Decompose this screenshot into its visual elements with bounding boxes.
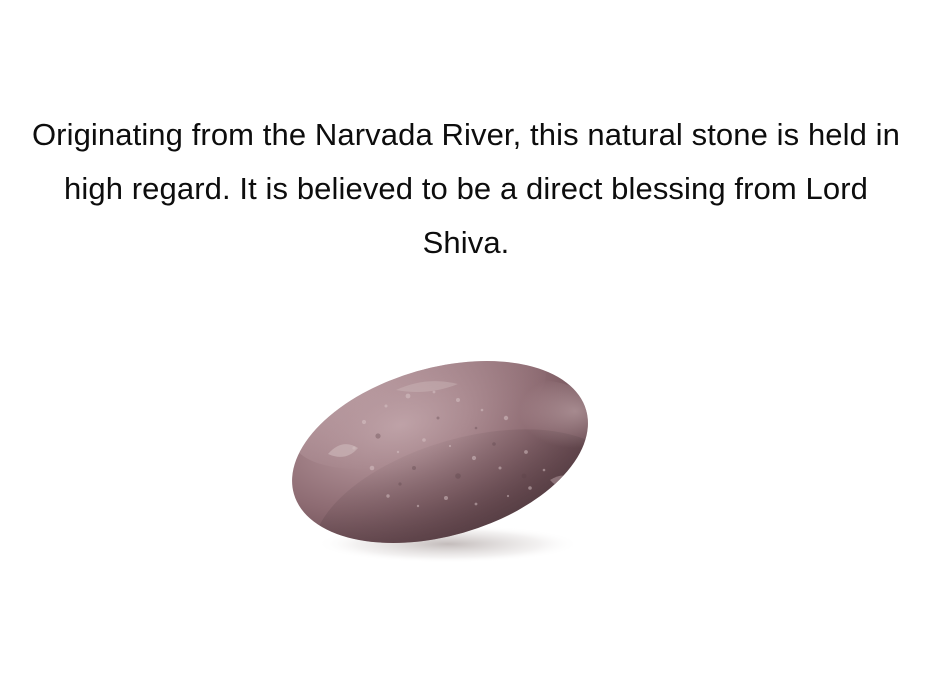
slide-caption: Originating from the Narvada River, this natural stone is held in high regard. It is believed to be a direct blessing from Lord Shiva. <box>31 117 901 260</box>
stone-image-container <box>268 348 616 578</box>
narmada-river-stone-photo <box>268 348 616 578</box>
